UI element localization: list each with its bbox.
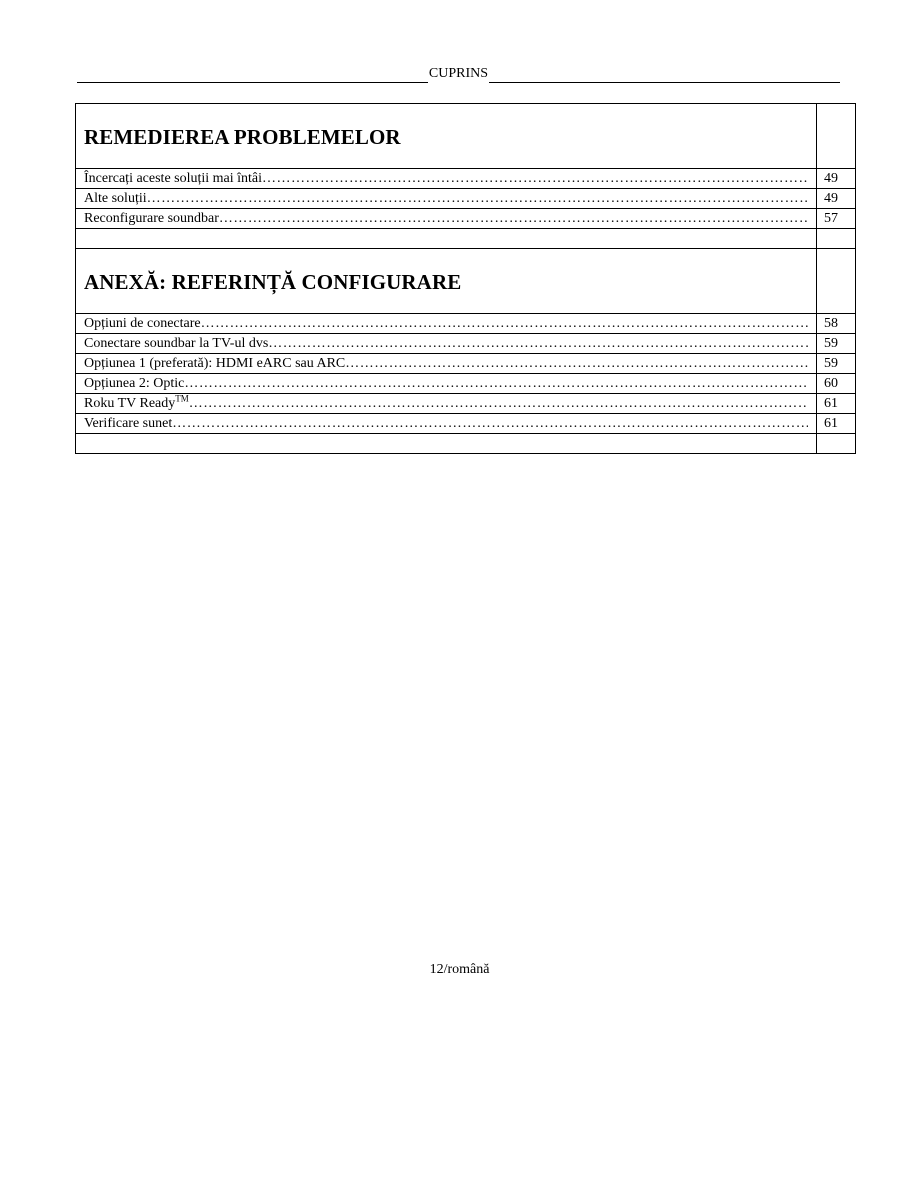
leader-dots — [147, 190, 808, 208]
leader-dots — [172, 415, 808, 433]
section-heading-row — [76, 104, 856, 169]
section-heading-row — [76, 249, 856, 314]
leader-dots — [268, 335, 808, 353]
toc-entry-label[interactable]: Roku TV Ready™ — [84, 393, 189, 411]
toc-entry[interactable] — [76, 354, 856, 374]
toc-entry[interactable] — [76, 394, 856, 414]
toc-entry-page[interactable]: 49 — [817, 189, 856, 209]
toc-entry[interactable] — [76, 374, 856, 394]
toc-entry-page[interactable]: 59 — [817, 334, 856, 354]
toc-entry-label[interactable]: Opțiuni de conectare — [84, 315, 201, 331]
section-title: ANEXĂ: REFERINȚĂ CONFIGURARE — [76, 249, 817, 314]
toc-entry-page[interactable]: 58 — [817, 314, 856, 334]
toc-entry-page[interactable]: 60 — [817, 374, 856, 394]
table-of-contents — [75, 103, 856, 454]
toc-entry-label[interactable]: Reconfigurare soundbar — [84, 210, 219, 226]
toc-entry[interactable] — [76, 189, 856, 209]
toc-entry[interactable] — [76, 414, 856, 434]
page-number: 12/română — [429, 962, 490, 977]
leader-dots — [219, 210, 808, 228]
page-header — [77, 64, 840, 83]
toc-entry-page[interactable]: 57 — [817, 209, 856, 229]
toc-entry[interactable] — [76, 169, 856, 189]
toc-entry-label[interactable]: Opțiunea 1 (preferată): HDMI eARC sau ARC — [84, 355, 346, 371]
toc-entry-page[interactable]: 49 — [817, 169, 856, 189]
toc-entry-page[interactable]: 61 — [817, 394, 856, 414]
blank-row — [76, 229, 856, 249]
toc-entry-label[interactable]: Opțiunea 2: Optic — [84, 375, 185, 391]
toc-entry[interactable] — [76, 334, 856, 354]
leader-dots — [345, 355, 808, 373]
toc-entry[interactable] — [76, 209, 856, 229]
leader-dots — [189, 395, 808, 413]
trademark-sup: TM — [175, 393, 189, 403]
blank-row — [76, 434, 856, 454]
header-title: CUPRINS — [428, 66, 489, 81]
toc-entry-page[interactable]: 59 — [817, 354, 856, 374]
toc-entry-page[interactable]: 61 — [817, 414, 856, 434]
toc-entry-label[interactable]: Conectare soundbar la TV-ul dvs — [84, 335, 269, 351]
leader-dots — [201, 315, 808, 333]
toc-entry-label[interactable]: Alte soluții — [84, 190, 147, 206]
toc-entry-label[interactable]: Încercați aceste soluții mai întâi — [84, 170, 263, 186]
leader-dots — [262, 170, 808, 188]
page-footer — [0, 962, 919, 978]
leader-dots — [184, 375, 808, 393]
toc-entry-label[interactable]: Verificare sunet — [84, 415, 173, 431]
toc-entry[interactable] — [76, 314, 856, 334]
section-title: REMEDIEREA PROBLEMELOR — [76, 104, 817, 169]
